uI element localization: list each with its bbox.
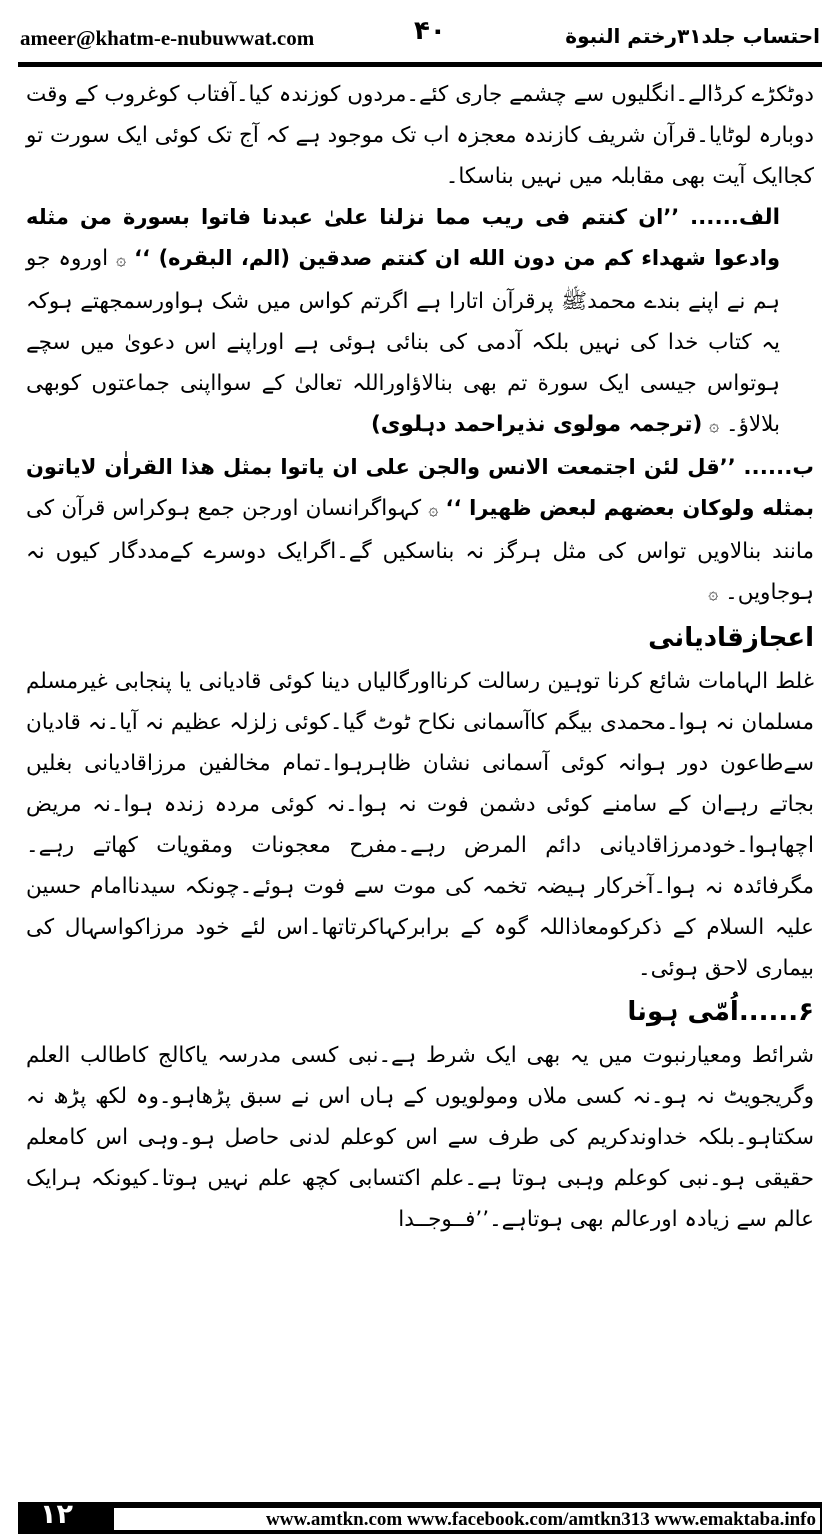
header-book-title: احتساب جلد۳۱رختم النبوة [565,24,820,48]
flower-ornament-icon: ۞ [709,416,720,436]
section-heading-ummi: ۶......اُمّی ہونا [627,997,814,1027]
quote-be [26,447,814,615]
quote-alif-arabic: ’’ان کنتم فی ریب مما نزلنا علیٰ عبدنا فاتوا بسورة من مثله وادعوا شهداء کم من دون الله ان کنتم صدقین (الم، البقره) ‘‘ [26,205,780,270]
paragraph-miracles: دوٹکڑے کرڈالے۔انگلیوں سے چشمے جاری کئے۔مردوں کوزندہ کیا۔آفتاب کوغروب کے وقت دوبارہ لوٹایا۔قرآن شریف کازندہ معجزہ اب تک موجود ہے کہ آج تک کوئی ایک سورت تو کجاایک آیت بھی مقابلہ میں نہیں بناسکا۔ [26,82,814,189]
paragraph-ummi: شرائط ومعیارنبوت میں یہ بھی ایک شرط ہے۔نبی کسی مدرسہ یاکالج کاطالب العلم وگریجویٹ نہ ہو۔نہ کسی ملاں ومولویوں کے ہاں اس نے سبق پڑھاہو۔وہ لکھ پڑھ نہ سکتاہو۔بلکہ خداوندکریم کی طرف سے اس کوعلم لدنی حاصل ہو۔وہی اس کامعلم حقیقی ہو۔نبی کوعلم وہبی ہوتا ہے۔علم اکتسابی کچھ علم نہیں ہوتا۔کیونکہ ہرایک عالم سے زیادہ اورعالم بھی ہوتاہے۔’’فــوجــدا [26,1043,814,1232]
footer-urls[interactable]: www.amtkn.com www.facebook.com/amtkn313 www.emaktaba.info [266,1509,816,1530]
page-header [18,14,822,62]
quote-be-label: ب...... [743,455,814,480]
flower-ornament-icon: ۞ [428,500,439,520]
header-rule [18,62,822,67]
paragraph-ijaz-qadiani: غلط الہامات شائع کرنا توہین رسالت کرنااورگالیاں دینا کوئی قادیانی یا پنجابی غیرمسلم مسلمان نہ ہوا۔محمدی بیگم کاآسمانی نکاح ٹوٹ گیا۔کوئی زلزلہ عظیم نہ آیا۔نہ قادیان سےطاعون دور ہوانہ کوئی آسمانی نشان ظاہرہوا۔تمام مخالفین مرزاقادیانی بغلیں بجاتے رہےان کے سامنے کوئی دشمن فوت نہ ہوا۔نہ کوئی مردہ زندہ ہوا۔نہ مریض اچھاہوا۔خودمرزاقادیانی دائم المرض رہے۔مفرح معجونات ومقویات کھاتے رہے۔مگرفائدہ نہ ہوا۔آخرکار ہیضہ تخمہ کی موت سے فوت ہوئے۔چونکہ سیدناامام حسین علیہ السلام کے ذکرکومعاذاللہ گوہ کے برابرکہاکرتاتھا۔اس لئے خود مرزاکواسہال کی بیماری لاحق ہوئی۔ [26,669,814,981]
footer-page-number: ۱۲ [40,1499,73,1530]
header-email[interactable]: ameer@khatm-e-nubuwwat.com [20,26,315,50]
footer-url-bar [112,1506,822,1532]
quote-alif-translation: اوروہ جو ہم نے اپنے بندے محمدﷺ پرقرآن اتارا ہے اگرتم کواس میں شک ہواورسمجھتے ہوکہ یہ کتاب خدا کی نہیں بلکہ آدمی کی بنائی ہوئی ہے اوراپنے اس دعویٰ میں سچے ہوتواس جیسی ایک سورة تم بھی بنالاؤاوراللہ تعالیٰ کے سوااپنی جماعتوں کوبھی بلالاؤ۔ [26,246,780,437]
quote-alif [26,197,814,447]
flower-ornament-icon: ۞ [708,584,719,604]
page-footer [18,1499,822,1534]
quote-be-translation: کہواگرانسان اورجن جمع ہوکراس قرآن کی مانند بنالاویں تواس کی مثل ہرگز نہ بناسکیں گے۔اگرایک دوسرے کےمددگار کیوں نہ ہوجاویں۔ [26,496,814,605]
page-body [26,74,814,1240]
flower-ornament-icon: ۞ [116,250,127,270]
section-heading-ijaz: اعجازقادیانی [648,623,814,653]
quote-alif-translator: (ترجمہ مولوی نذیراحمد دہلوی) [370,412,703,437]
quote-be-arabic: ’’قل لئن اجتمعت الانس والجن علی ان یاتوا بمثل هذا القراٰن لایاتون بمثله ولوکان بعضهم لبعض ظهیرا ‘‘ [26,455,814,520]
quote-alif-label: الف...... [689,205,780,230]
header-page-number: ۴۰ [414,16,446,46]
